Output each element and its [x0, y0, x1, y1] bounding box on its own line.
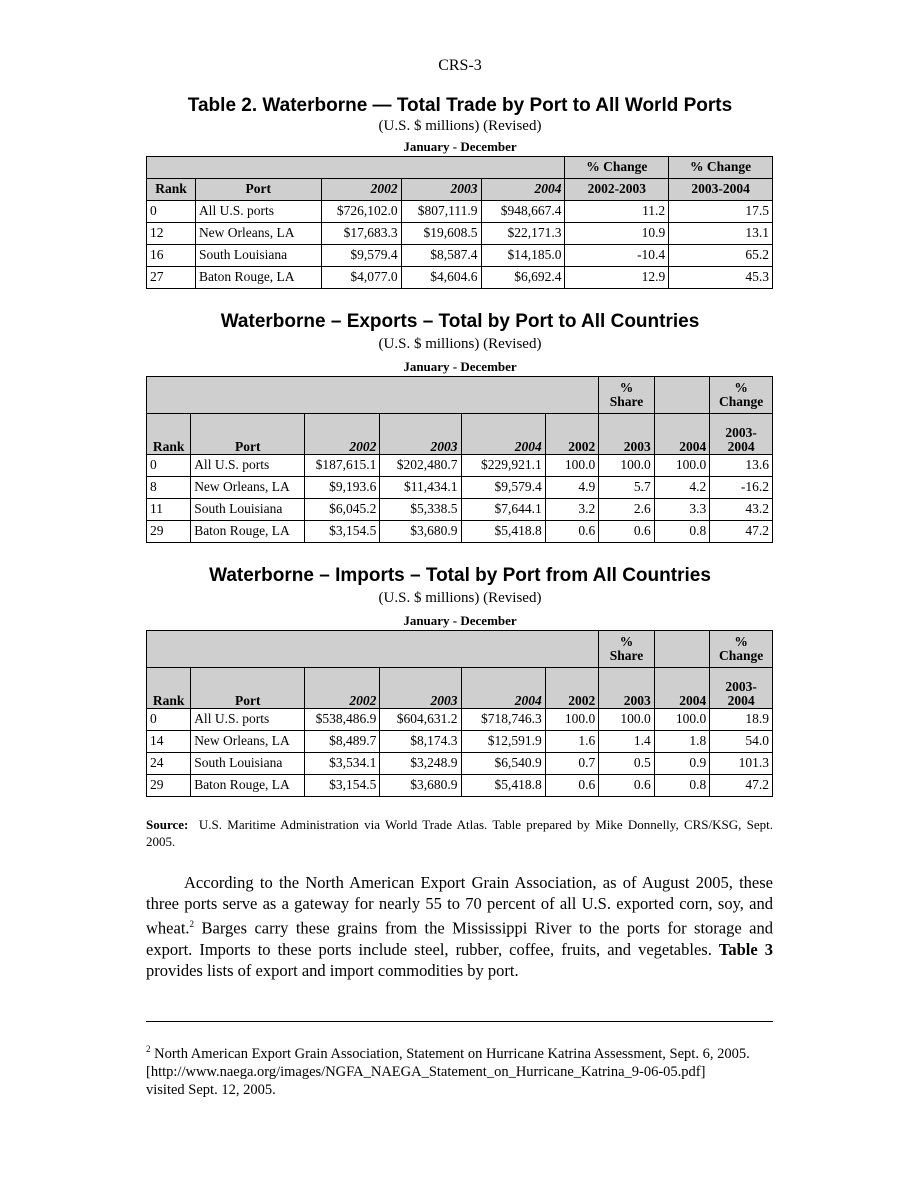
table-cell: 24	[147, 753, 191, 775]
footnote-divider	[146, 1021, 773, 1022]
table-row	[147, 477, 773, 499]
table-cell: South Louisiana	[195, 245, 321, 267]
table-cell: 18.9	[710, 709, 773, 731]
table-cell: 14	[147, 731, 191, 753]
table-cell: 43.2	[710, 499, 773, 521]
column-header-2002: 2002	[305, 414, 380, 455]
table-cell: 0.8	[654, 775, 710, 797]
table-reference: Table 3	[718, 939, 773, 959]
table-2-period: January - December	[403, 359, 517, 374]
table-cell: 11	[147, 499, 191, 521]
table-cell: New Orleans, LA	[191, 477, 305, 499]
table-cell: $3,154.5	[305, 775, 380, 797]
column-header-2004: 2004	[461, 414, 545, 455]
column-header-share-2003: 2003	[599, 668, 655, 709]
table-cell: 27	[147, 267, 196, 289]
paragraph-text: Barges carry these grains from the Mississippi River to the ports for storage and export. Imports to these ports include steel, rubber, coffee, fruits, and vegetables.	[146, 918, 773, 959]
column-header-share-2002: 2002	[545, 414, 598, 455]
table-cell: $8,489.7	[305, 731, 380, 753]
table-2-title: Waterborne – Exports – Total by Port to All Countries	[220, 311, 700, 332]
table-cell: South Louisiana	[191, 499, 305, 521]
table-row	[147, 223, 773, 245]
table-cell: $4,604.6	[401, 267, 481, 289]
table-cell: 0	[147, 709, 191, 731]
table-cell: 1.8	[654, 731, 710, 753]
table-cell: $6,692.4	[481, 267, 565, 289]
table-cell: $17,683.3	[321, 223, 401, 245]
table-cell: $948,667.4	[481, 201, 565, 223]
column-header-2003: 2003	[380, 668, 461, 709]
table-cell: 11.2	[565, 201, 669, 223]
table-cell: $5,418.8	[461, 775, 545, 797]
table-cell: $3,680.9	[380, 521, 461, 543]
table-cell: $9,579.4	[321, 245, 401, 267]
table-cell: $187,615.1	[305, 455, 380, 477]
table-cell: 4.9	[545, 477, 598, 499]
table-row	[147, 499, 773, 521]
column-header-change: 2003-2004	[710, 414, 773, 455]
table-cell: 100.0	[599, 455, 655, 477]
table-cell: 0.6	[545, 775, 598, 797]
table-cell: 47.2	[710, 775, 773, 797]
table-cell: Baton Rouge, LA	[191, 775, 305, 797]
table-cell: $9,579.4	[461, 477, 545, 499]
table-cell: 8	[147, 477, 191, 499]
table-cell: 0.9	[654, 753, 710, 775]
table-cell: 100.0	[654, 455, 710, 477]
table-cell: 1.4	[599, 731, 655, 753]
table-cell: 16	[147, 245, 196, 267]
table-cell: 65.2	[669, 245, 773, 267]
table-cell: 10.9	[565, 223, 669, 245]
column-header-2002: 2002	[305, 668, 380, 709]
table-3-period: January - December	[403, 613, 517, 628]
table-cell: 0.6	[599, 521, 655, 543]
table-cell: $9,193.6	[305, 477, 380, 499]
header-blank	[147, 157, 565, 179]
column-header-2003: 2003	[401, 179, 481, 201]
group-header: % Share	[599, 377, 655, 414]
source-text: U.S. Maritime Administration via World Trade Atlas. Table prepared by Mike Donnelly, CRS/KSG, Sept. 2005.	[146, 817, 774, 849]
table-cell: 100.0	[545, 455, 598, 477]
footnote-line	[146, 1040, 773, 1063]
table-cell: 0.8	[654, 521, 710, 543]
table-cell: $202,480.7	[380, 455, 461, 477]
table-cell: $718,746.3	[461, 709, 545, 731]
column-header-share-2003: 2003	[599, 414, 655, 455]
table-cell: $22,171.3	[481, 223, 565, 245]
column-header-change: 2003-2004	[710, 668, 773, 709]
table-cell: New Orleans, LA	[195, 223, 321, 245]
footnote-reference: 2	[189, 919, 195, 929]
table-1-period: January - December	[403, 139, 517, 154]
column-header-port: Port	[191, 414, 305, 455]
table-row	[147, 753, 773, 775]
column-header-rank: Rank	[147, 414, 191, 455]
footnote-url: [http://www.naega.org/images/NGFA_NAEGA_Statement_on_Hurricane_Katrina_9-06-05.pdf]	[146, 1063, 706, 1080]
table-cell: -10.4	[565, 245, 669, 267]
column-header-share-2004: 2004	[654, 414, 710, 455]
table-cell: $3,680.9	[380, 775, 461, 797]
source-note	[146, 816, 773, 850]
table-cell: $726,102.0	[321, 201, 401, 223]
table-3-subtitle: (U.S. $ millions) (Revised)	[378, 590, 542, 606]
table-cell: 12.9	[565, 267, 669, 289]
footnote-text: North American Export Grain Association, Statement on Hurricane Katrina Assessment, Sept. 6, 2005.	[154, 1045, 750, 1062]
group-header: % Change	[710, 631, 773, 668]
table-cell: 0	[147, 201, 196, 223]
table-cell: $5,338.5	[380, 499, 461, 521]
header-blank	[147, 377, 599, 414]
column-header-change: 2002-2003	[565, 179, 669, 201]
column-header-rank: Rank	[147, 668, 191, 709]
paragraph-text: According to the North American Export Grain Association, as of August 2005, these three ports serve as a gateway for nearly 55 to 70 percent of all U.S. exported corn, soy, and wheat.	[146, 873, 773, 938]
column-header-2004: 2004	[461, 668, 545, 709]
source-label: Source:	[146, 817, 189, 832]
table-row	[147, 267, 773, 289]
table-cell: $14,185.0	[481, 245, 565, 267]
table-cell: $19,608.5	[401, 223, 481, 245]
table-cell: 5.7	[599, 477, 655, 499]
table-cell: $3,154.5	[305, 521, 380, 543]
table-cell: 47.2	[710, 521, 773, 543]
table-cell: Baton Rouge, LA	[191, 521, 305, 543]
table-cell: 2.6	[599, 499, 655, 521]
table-cell: 29	[147, 775, 191, 797]
table-3	[146, 630, 773, 797]
paragraph-text: provides lists of export and import commodities by port.	[146, 960, 519, 980]
table-cell: $807,111.9	[401, 201, 481, 223]
table-cell: $8,174.3	[380, 731, 461, 753]
table-row	[147, 775, 773, 797]
column-header-port: Port	[195, 179, 321, 201]
column-header-share-2004: 2004	[654, 668, 710, 709]
table-cell: 0.7	[545, 753, 598, 775]
table-cell: $11,434.1	[380, 477, 461, 499]
table-cell: All U.S. ports	[191, 455, 305, 477]
column-header-2003: 2003	[380, 414, 461, 455]
table-cell: $6,045.2	[305, 499, 380, 521]
table-cell: Baton Rouge, LA	[195, 267, 321, 289]
table-cell: $8,587.4	[401, 245, 481, 267]
table-row	[147, 709, 773, 731]
table-cell: South Louisiana	[191, 753, 305, 775]
table-1-title: Table 2. Waterborne — Total Trade by Port to All World Ports	[187, 95, 733, 116]
body-paragraph	[146, 872, 773, 981]
table-cell: 12	[147, 223, 196, 245]
table-cell: $3,534.1	[305, 753, 380, 775]
table-cell: 0.5	[599, 753, 655, 775]
table-row	[147, 245, 773, 267]
table-1	[146, 156, 773, 289]
table-cell: 17.5	[669, 201, 773, 223]
table-cell: 29	[147, 521, 191, 543]
footnote-visited: visited Sept. 12, 2005.	[146, 1081, 276, 1098]
table-1-subtitle: (U.S. $ millions) (Revised)	[378, 118, 542, 134]
table-row	[147, 455, 773, 477]
footnote-number: 2	[146, 1044, 151, 1054]
table-cell: 0.6	[599, 775, 655, 797]
header-blank	[654, 631, 710, 668]
table-cell: 45.3	[669, 267, 773, 289]
table-cell: $604,631.2	[380, 709, 461, 731]
group-header: % Change	[565, 157, 669, 179]
table-cell: $12,591.9	[461, 731, 545, 753]
table-cell: $4,077.0	[321, 267, 401, 289]
column-header-rank: Rank	[147, 179, 196, 201]
table-cell: 100.0	[654, 709, 710, 731]
table-3-title: Waterborne – Imports – Total by Port from All Countries	[209, 565, 711, 586]
column-header-2004: 2004	[481, 179, 565, 201]
table-cell: New Orleans, LA	[191, 731, 305, 753]
column-header-port: Port	[191, 668, 305, 709]
table-cell: $538,486.9	[305, 709, 380, 731]
table-cell: 54.0	[710, 731, 773, 753]
table-row	[147, 201, 773, 223]
table-cell: 100.0	[545, 709, 598, 731]
table-cell: 13.6	[710, 455, 773, 477]
table-row	[147, 521, 773, 543]
table-cell: All U.S. ports	[191, 709, 305, 731]
table-cell: $3,248.9	[380, 753, 461, 775]
header-blank	[654, 377, 710, 414]
table-cell: -16.2	[710, 477, 773, 499]
table-2	[146, 376, 773, 543]
table-2-subtitle: (U.S. $ millions) (Revised)	[378, 336, 542, 352]
footnote	[146, 1040, 773, 1099]
table-cell: 101.3	[710, 753, 773, 775]
table-cell: $7,644.1	[461, 499, 545, 521]
column-header-2002: 2002	[321, 179, 401, 201]
table-row	[147, 731, 773, 753]
table-cell: 3.3	[654, 499, 710, 521]
table-cell: 13.1	[669, 223, 773, 245]
header-blank	[147, 631, 599, 668]
table-cell: 4.2	[654, 477, 710, 499]
table-cell: $229,921.1	[461, 455, 545, 477]
table-cell: $6,540.9	[461, 753, 545, 775]
group-header: % Change	[710, 377, 773, 414]
table-cell: 100.0	[599, 709, 655, 731]
table-cell: 0.6	[545, 521, 598, 543]
column-header-change: 2003-2004	[669, 179, 773, 201]
table-cell: 3.2	[545, 499, 598, 521]
table-cell: 1.6	[545, 731, 598, 753]
table-cell: 0	[147, 455, 191, 477]
table-cell: All U.S. ports	[195, 201, 321, 223]
column-header-share-2002: 2002	[545, 668, 598, 709]
group-header: % Change	[669, 157, 773, 179]
table-cell: $5,418.8	[461, 521, 545, 543]
page-header: CRS-3	[438, 57, 482, 74]
group-header: % Share	[599, 631, 655, 668]
